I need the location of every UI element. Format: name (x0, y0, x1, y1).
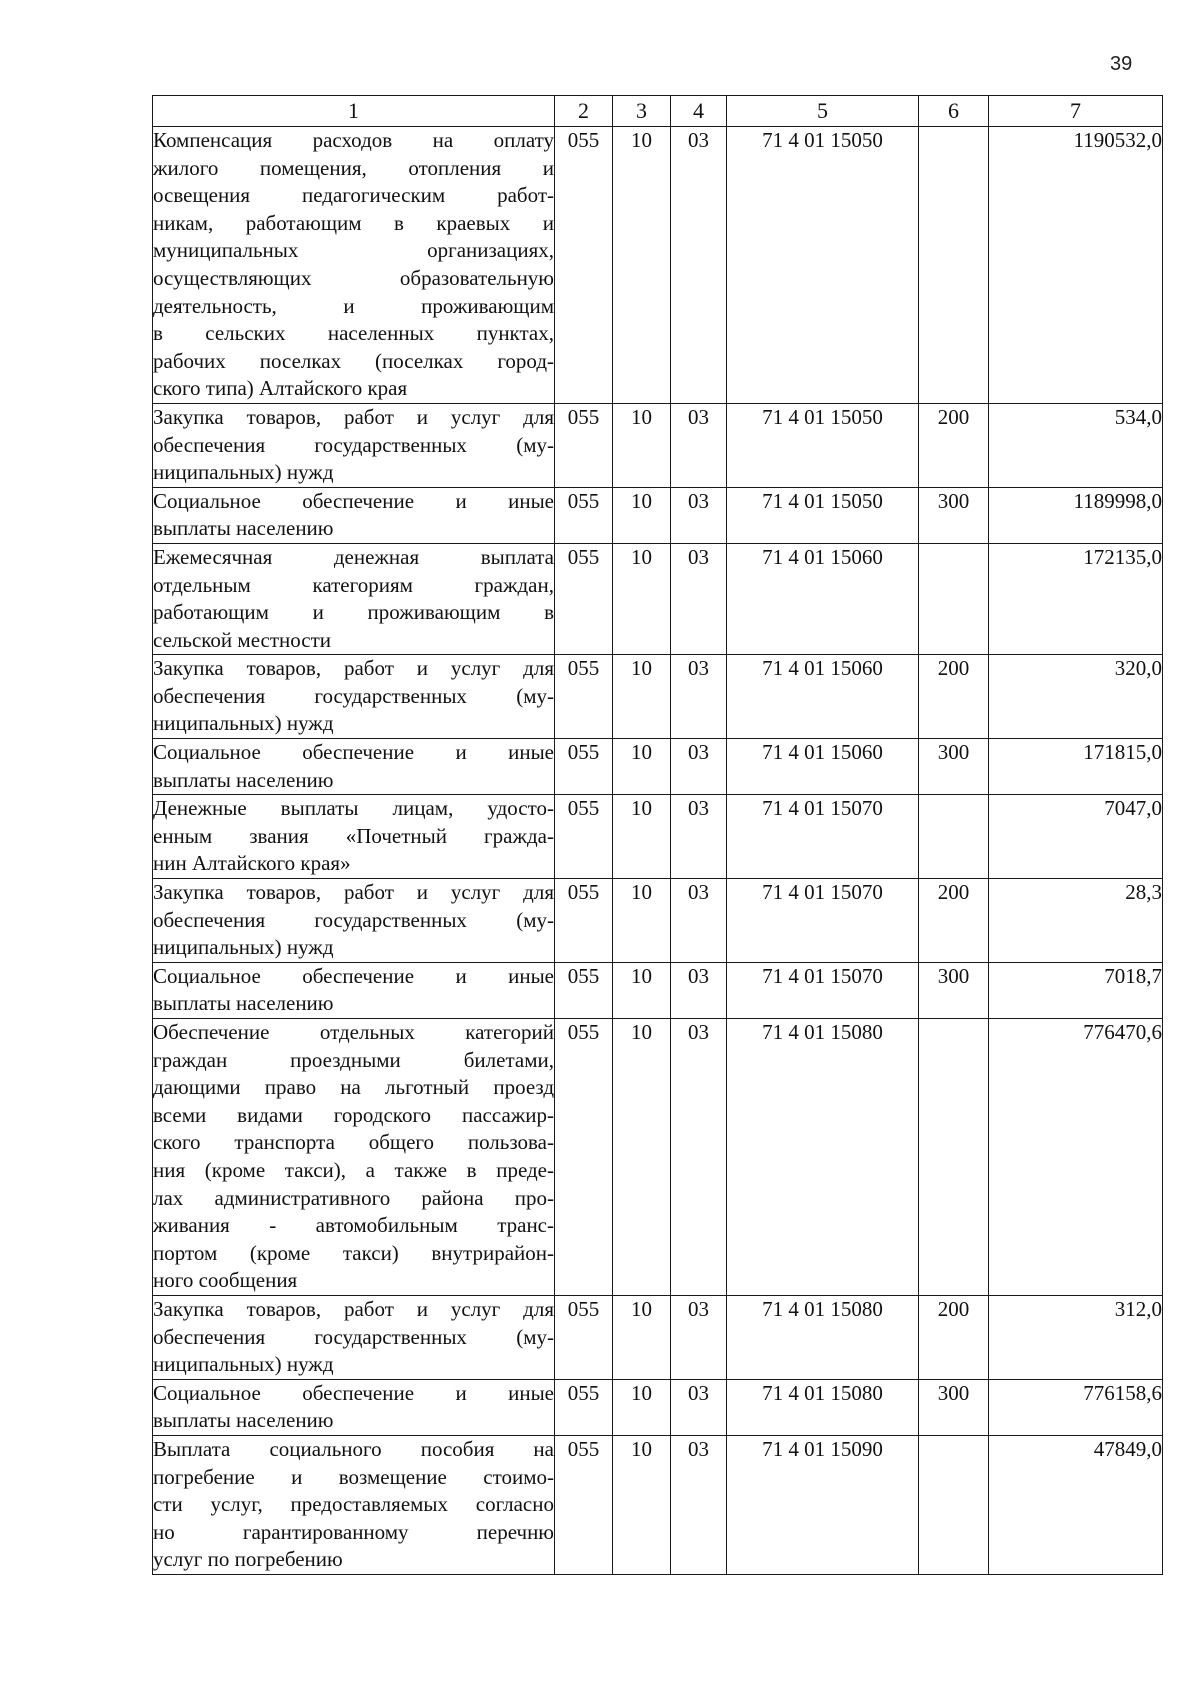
name-line: обеспечения государственных (му- (153, 907, 554, 932)
sum-cell: 172135,0 (989, 543, 1163, 654)
name-line: Социальное обеспечение и иные (153, 740, 554, 765)
gr-code-cell: 055 (555, 1295, 613, 1379)
name-line: выплаты населению (153, 1408, 334, 1433)
row-name-cell (153, 127, 555, 404)
expense-type-cell (919, 1435, 989, 1574)
subsection-cell: 03 (671, 739, 727, 795)
name-line: Закупка товаров, работ и услуг для (153, 1296, 554, 1321)
table-header (153, 96, 1163, 127)
target-article-cell: 71 4 01 15090 (727, 1435, 919, 1574)
name-line: жилого помещения, отопления и (153, 155, 554, 180)
table-row (153, 795, 1163, 879)
table-row (153, 1019, 1163, 1296)
sum-cell: 312,0 (989, 1295, 1163, 1379)
header-col-2: 2 (555, 96, 613, 127)
gr-code-cell: 055 (555, 962, 613, 1018)
expense-type-cell (919, 543, 989, 654)
table-body (153, 127, 1163, 1575)
table-row (153, 655, 1163, 739)
expense-type-cell: 300 (919, 739, 989, 795)
name-line: Компенсация расходов на оплату (153, 128, 554, 152)
section-cell: 10 (613, 1435, 671, 1574)
name-line: услуг по погребению (153, 1547, 343, 1572)
target-article-cell: 71 4 01 15060 (727, 739, 919, 795)
name-line: деятельность, и проживающим (153, 293, 554, 318)
header-col-5: 5 (727, 96, 919, 127)
row-name-cell (153, 487, 555, 543)
row-name-cell (153, 655, 555, 739)
target-article-cell: 71 4 01 15050 (727, 487, 919, 543)
header-col-4: 4 (671, 96, 727, 127)
table-row (153, 879, 1163, 963)
target-article-cell: 71 4 01 15080 (727, 1379, 919, 1435)
row-name-cell (153, 962, 555, 1018)
name-line: Закупка товаров, работ и услуг для (153, 404, 554, 429)
name-line: лах административного района про- (153, 1185, 554, 1210)
name-line: ниципальных) нужд (153, 935, 334, 960)
name-line: всеми видами городского пассажир- (153, 1102, 554, 1127)
row-name-cell (153, 879, 555, 963)
subsection-cell: 03 (671, 1379, 727, 1435)
target-article-cell: 71 4 01 15080 (727, 1019, 919, 1296)
table-row (153, 1295, 1163, 1379)
name-line: выплаты населению (153, 767, 334, 792)
subsection-cell: 03 (671, 1435, 727, 1574)
name-line: Закупка товаров, работ и услуг для (153, 880, 554, 905)
target-article-cell: 71 4 01 15060 (727, 543, 919, 654)
name-line: освещения педагогическим работ- (153, 183, 554, 208)
subsection-cell: 03 (671, 543, 727, 654)
table-row (153, 403, 1163, 487)
row-name-cell (153, 403, 555, 487)
name-line: работающим и проживающим в (153, 600, 554, 625)
target-article-cell: 71 4 01 15070 (727, 962, 919, 1018)
name-line: дающими право на льготный проезд (153, 1075, 554, 1100)
target-article-cell: 71 4 01 15070 (727, 795, 919, 879)
header-col-3: 3 (613, 96, 671, 127)
subsection-cell: 03 (671, 1295, 727, 1379)
section-cell: 10 (613, 1295, 671, 1379)
name-line: в сельских населенных пунктах, (153, 321, 554, 346)
name-line: ского типа) Алтайского края (153, 376, 408, 401)
name-line: Социальное обеспечение и иные (153, 1380, 554, 1405)
gr-code-cell: 055 (555, 795, 613, 879)
expense-type-cell: 200 (919, 879, 989, 963)
name-line: ниципальных) нужд (153, 711, 334, 736)
name-line: ского транспорта общего пользова- (153, 1130, 554, 1155)
sum-cell: 776470,6 (989, 1019, 1163, 1296)
header-col-7: 7 (989, 96, 1163, 127)
name-line: портом (кроме такси) внутрирайон- (153, 1240, 554, 1265)
sum-cell: 1190532,0 (989, 127, 1163, 404)
name-line: выплаты населению (153, 991, 334, 1016)
name-line: обеспечения государственных (му- (153, 432, 554, 457)
name-line: ния (кроме такси), а также в преде- (153, 1157, 554, 1182)
budget-table (152, 95, 1163, 1575)
sum-cell: 171815,0 (989, 739, 1163, 795)
table-row (153, 487, 1163, 543)
gr-code-cell: 055 (555, 739, 613, 795)
section-cell: 10 (613, 1379, 671, 1435)
name-line: Социальное обеспечение и иные (153, 488, 554, 513)
subsection-cell: 03 (671, 127, 727, 404)
name-line: выплаты населению (153, 516, 334, 541)
expense-type-cell: 300 (919, 1379, 989, 1435)
name-line: Обеспечение отдельных категорий (153, 1020, 554, 1044)
name-line: муниципальных организациях, (153, 238, 554, 263)
header-row (153, 96, 1163, 127)
name-line: Социальное обеспечение и иные (153, 963, 554, 988)
name-line: ниципальных) нужд (153, 460, 334, 485)
sum-cell: 1189998,0 (989, 487, 1163, 543)
expense-type-cell: 200 (919, 403, 989, 487)
row-name-cell (153, 739, 555, 795)
expense-type-cell: 300 (919, 487, 989, 543)
name-line: рабочих поселках (поселках город- (153, 348, 554, 373)
section-cell: 10 (613, 655, 671, 739)
name-line: никам, работающим в краевых и (153, 210, 554, 235)
row-name-cell (153, 1435, 555, 1574)
target-article-cell: 71 4 01 15050 (727, 403, 919, 487)
gr-code-cell: 055 (555, 403, 613, 487)
gr-code-cell: 055 (555, 655, 613, 739)
name-line: граждан проездными билетами, (153, 1047, 554, 1072)
section-cell: 10 (613, 543, 671, 654)
target-article-cell: 71 4 01 15070 (727, 879, 919, 963)
expense-type-cell: 300 (919, 962, 989, 1018)
row-name-cell (153, 1379, 555, 1435)
section-cell: 10 (613, 1019, 671, 1296)
table-row (153, 962, 1163, 1018)
name-line: но гарантированному перечню (153, 1519, 554, 1544)
expense-type-cell (919, 1019, 989, 1296)
gr-code-cell: 055 (555, 127, 613, 404)
row-name-cell (153, 1295, 555, 1379)
sum-cell: 7018,7 (989, 962, 1163, 1018)
sum-cell: 47849,0 (989, 1435, 1163, 1574)
sum-cell: 28,3 (989, 879, 1163, 963)
section-cell: 10 (613, 127, 671, 404)
table-row (153, 127, 1163, 404)
table-row (153, 1435, 1163, 1574)
name-line: ниципальных) нужд (153, 1352, 334, 1377)
sum-cell: 7047,0 (989, 795, 1163, 879)
name-line: обеспечения государственных (му- (153, 1324, 554, 1349)
name-line: осуществляющих образовательную (153, 265, 554, 290)
name-line: Ежемесячная денежная выплата (153, 544, 554, 569)
header-col-1: 1 (153, 96, 555, 127)
name-line: живания - автомобильным транс- (153, 1213, 554, 1238)
name-line: сельской местности (153, 627, 332, 652)
target-article-cell: 71 4 01 15060 (727, 655, 919, 739)
subsection-cell: 03 (671, 962, 727, 1018)
name-line: сти услуг, предоставляемых согласно (153, 1492, 554, 1517)
gr-code-cell: 055 (555, 879, 613, 963)
gr-code-cell: 055 (555, 1019, 613, 1296)
subsection-cell: 03 (671, 1019, 727, 1296)
row-name-cell (153, 795, 555, 879)
target-article-cell: 71 4 01 15050 (727, 127, 919, 404)
sum-cell: 320,0 (989, 655, 1163, 739)
name-line: погребение и возмещение стоимо- (153, 1464, 554, 1489)
gr-code-cell: 055 (555, 487, 613, 543)
subsection-cell: 03 (671, 403, 727, 487)
expense-type-cell: 200 (919, 655, 989, 739)
section-cell: 10 (613, 487, 671, 543)
expense-type-cell: 200 (919, 1295, 989, 1379)
subsection-cell: 03 (671, 795, 727, 879)
expense-type-cell (919, 127, 989, 404)
section-cell: 10 (613, 739, 671, 795)
name-line: отдельным категориям граждан, (153, 572, 554, 597)
name-line: Закупка товаров, работ и услуг для (153, 656, 554, 681)
name-line: Денежные выплаты лицам, удосто- (153, 796, 554, 821)
table-row (153, 1379, 1163, 1435)
subsection-cell: 03 (671, 487, 727, 543)
section-cell: 10 (613, 795, 671, 879)
header-col-6: 6 (919, 96, 989, 127)
gr-code-cell: 055 (555, 1435, 613, 1574)
name-line: енным звания «Почетный гражда- (153, 823, 554, 848)
name-line: нин Алтайского края» (153, 851, 351, 876)
table-row (153, 543, 1163, 654)
subsection-cell: 03 (671, 879, 727, 963)
row-name-cell (153, 543, 555, 654)
section-cell: 10 (613, 403, 671, 487)
name-line: Выплата социального пособия на (153, 1436, 554, 1461)
sum-cell: 534,0 (989, 403, 1163, 487)
section-cell: 10 (613, 879, 671, 963)
table-row (153, 739, 1163, 795)
expense-type-cell (919, 795, 989, 879)
name-line: ного сообщения (153, 1268, 298, 1293)
gr-code-cell: 055 (555, 1379, 613, 1435)
page-number: 39 (1110, 53, 1133, 75)
target-article-cell: 71 4 01 15080 (727, 1295, 919, 1379)
section-cell: 10 (613, 962, 671, 1018)
gr-code-cell: 055 (555, 543, 613, 654)
subsection-cell: 03 (671, 655, 727, 739)
name-line: обеспечения государственных (му- (153, 683, 554, 708)
sum-cell: 776158,6 (989, 1379, 1163, 1435)
row-name-cell (153, 1019, 555, 1296)
